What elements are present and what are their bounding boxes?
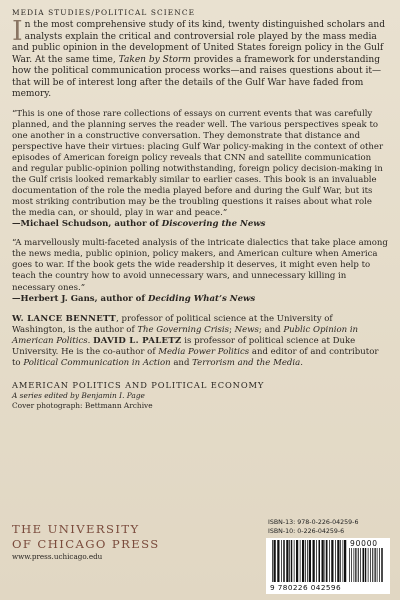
attribution-2-title: Deciding What’s News (148, 293, 256, 304)
bio-text: . (87, 335, 94, 346)
bio-book-title: Media Power Politics (158, 346, 250, 357)
bio-book-title: Terrorism and the Media (192, 357, 301, 368)
addon-barcode (349, 548, 383, 586)
bio-text: and (170, 357, 193, 368)
intro-text-2: provides a framework for understanding how the political communication process works—and raises questions about it—that will be of interest long after the details of the Gulf War have faded from memory. (12, 54, 382, 100)
isbn-10: ISBN-10: 0-226-04259-6 (268, 528, 345, 535)
intro-book-title: Taken by Storm (118, 54, 191, 65)
blurb-quote-1: “This is one of those rare collections of essays on current events that was carefully planned, and the planning serves the reader well. The various perspectives speak to one another in a constructive conversation. They demonstrate that distance and perspective have their virtues: placing Gulf War policy-making in the context of other episodes of American foreign policy reveals that CNN and satellite communication and regular public-opinion polling notwithstanding, foreign policy decision-making in the Gulf crisis looked remarkably similar to earlier cases. This book is an invaluable documentation of the role the media played before and during the Gulf War, but its most striking contribution may be the troubling questions it raises about what role the media can, or should, play in war and peace.” (12, 108, 384, 219)
bio-text: ; and (258, 324, 284, 335)
attribution-1-text: —Michael Schudson, author of (12, 219, 162, 230)
author-bio (12, 314, 388, 369)
bio-text: ; (229, 324, 235, 335)
blurb-attribution-1 (12, 219, 388, 230)
attribution-1-title: Discovering the News (161, 219, 266, 230)
bio-text: , professor of political science at the University of Washington, is the author of (12, 313, 333, 335)
series-subtitle (12, 391, 388, 401)
blurb-attribution-2 (12, 294, 388, 305)
bio-book-title: News (234, 324, 259, 335)
isbn-13: ISBN-13: 978-0-226-04259-6 (268, 519, 359, 526)
series-title: AMERICAN POLITICS AND POLITICAL ECONOMY (12, 379, 265, 390)
intro-text-1: n the most comprehensive study of its kind, twenty distinguished scholars and analysts explain the critical and controversial role played by the mass media and public opinion in the development of United States foreign policy in the Gulf War. At the same time, (12, 20, 386, 65)
ean-barcode (272, 540, 348, 586)
publisher-name-line-1: THE UNIVERSITY (12, 522, 140, 536)
bio-text: . (300, 357, 303, 368)
blurb-quote-2: “A marvellously multi-faceted analysis of the intricate dialectics that take place among the news media, public opinion, policy makers, and American culture when America goes to war. If the book gets the wide readership it deserves, it might even help to teach the country how to avoid unnecessary wars, and unnecessary killing in necessary ones.” (12, 238, 388, 293)
bio-book-title: The Governing Crisis (137, 324, 230, 335)
drop-cap: I (12, 16, 23, 47)
author-name-1: W. LANCE BENNETT (12, 313, 117, 324)
bio-book-title: Political Communication in Action (23, 357, 171, 368)
barcode-number: 9 780226 042596 (270, 583, 341, 592)
author-name-2: DAVID L. PALETZ (93, 335, 182, 346)
intro-paragraph (12, 16, 388, 101)
cover-credit: Cover photograph: Bettmann Archive (12, 400, 153, 410)
bio-text: and editor of and contributor to (12, 346, 379, 368)
series-editor: A series edited by Benjamin I. Page (12, 390, 145, 400)
barcode-addon-number: 90000 (350, 539, 378, 548)
bio-text: is professor of political science at Duke University. He is the co-author of (12, 335, 356, 357)
category-label: MEDIA STUDIES/POLITICAL SCIENCE (12, 8, 196, 17)
publisher-url: www.press.uchicago.edu (12, 552, 103, 561)
attribution-2-text: —Herbert J. Gans, author of (12, 293, 148, 304)
barcode (266, 538, 390, 594)
publisher-block (12, 522, 160, 562)
publisher-name-line-2: OF CHICAGO PRESS (12, 536, 160, 551)
bio-book-title: Public Opinion in American Politics (12, 324, 359, 346)
